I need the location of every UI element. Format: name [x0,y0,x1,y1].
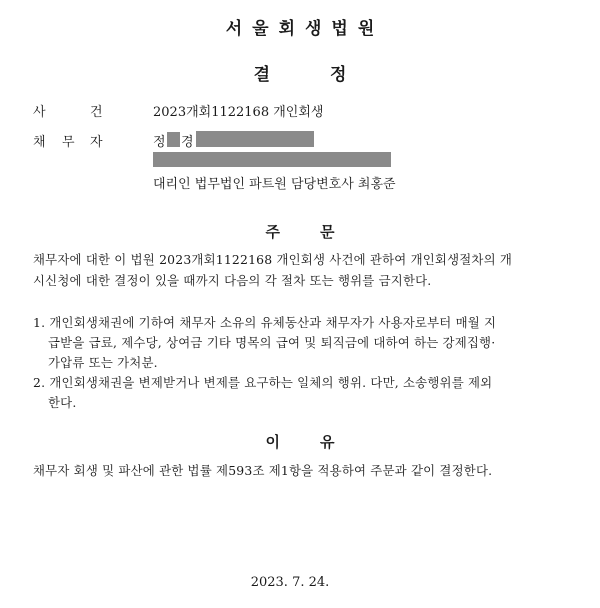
order-intro-line-1: 채무자에 대한 이 법원 2023개회1122168 개인회생 사건에 관하여 개인회생절차의 개 [33,252,513,267]
debtor-label-char-3: 자 [90,135,103,150]
attorney-line: 대리인 법무법인 파트원 담당변호사 최홍준 [153,177,396,192]
document-type-title: 결정 [253,65,407,85]
order-intro-line-2: 시신청에 대한 결정이 있을 때까지 다음의 각 절차 또는 행위를 금지한다. [33,273,432,288]
debtor-label-char-2: 무 [62,135,75,150]
redaction-address [153,152,391,167]
order-section-title: 주문 [265,223,375,241]
reason-section-title: 이유 [265,433,375,451]
reason-text: 채무자 회생 및 파산에 관한 법률 제593조 제1항을 적용하여 주문과 같이 결정한다. [33,463,493,478]
court-name: 서울회생법원 [225,19,385,39]
decision-date: 2023. 7. 24. [250,575,330,590]
debtor-name-first: 정 [153,135,166,150]
debtor-name-last: 경 [181,135,194,150]
order-item-1-line-1: 1. 개인회생채권에 기하여 채무자 소유의 유체동산과 채무자가 사용자로부터 매월 지 [33,315,497,330]
case-number: 2023개회1122168 개인회생 [153,105,324,120]
redaction-id [196,131,314,147]
case-label-char-1: 사 [33,105,46,120]
order-item-1-line-3: 가압류 또는 가처분. [48,355,158,370]
redaction-name-middle [167,132,180,147]
order-item-2-line-1: 2. 개인회생채권을 변제받거나 변제를 요구하는 일체의 행위. 다만, 소송행위를 제외 [33,375,493,390]
order-item-2-line-2: 한다. [48,395,77,410]
debtor-label-char-1: 채 [33,135,46,150]
order-item-1-line-2: 급받을 급료, 제수당, 상여금 기타 명목의 급여 및 퇴직금에 대하여 하는 강제집행· [48,335,496,350]
case-label-char-2: 건 [90,105,103,120]
